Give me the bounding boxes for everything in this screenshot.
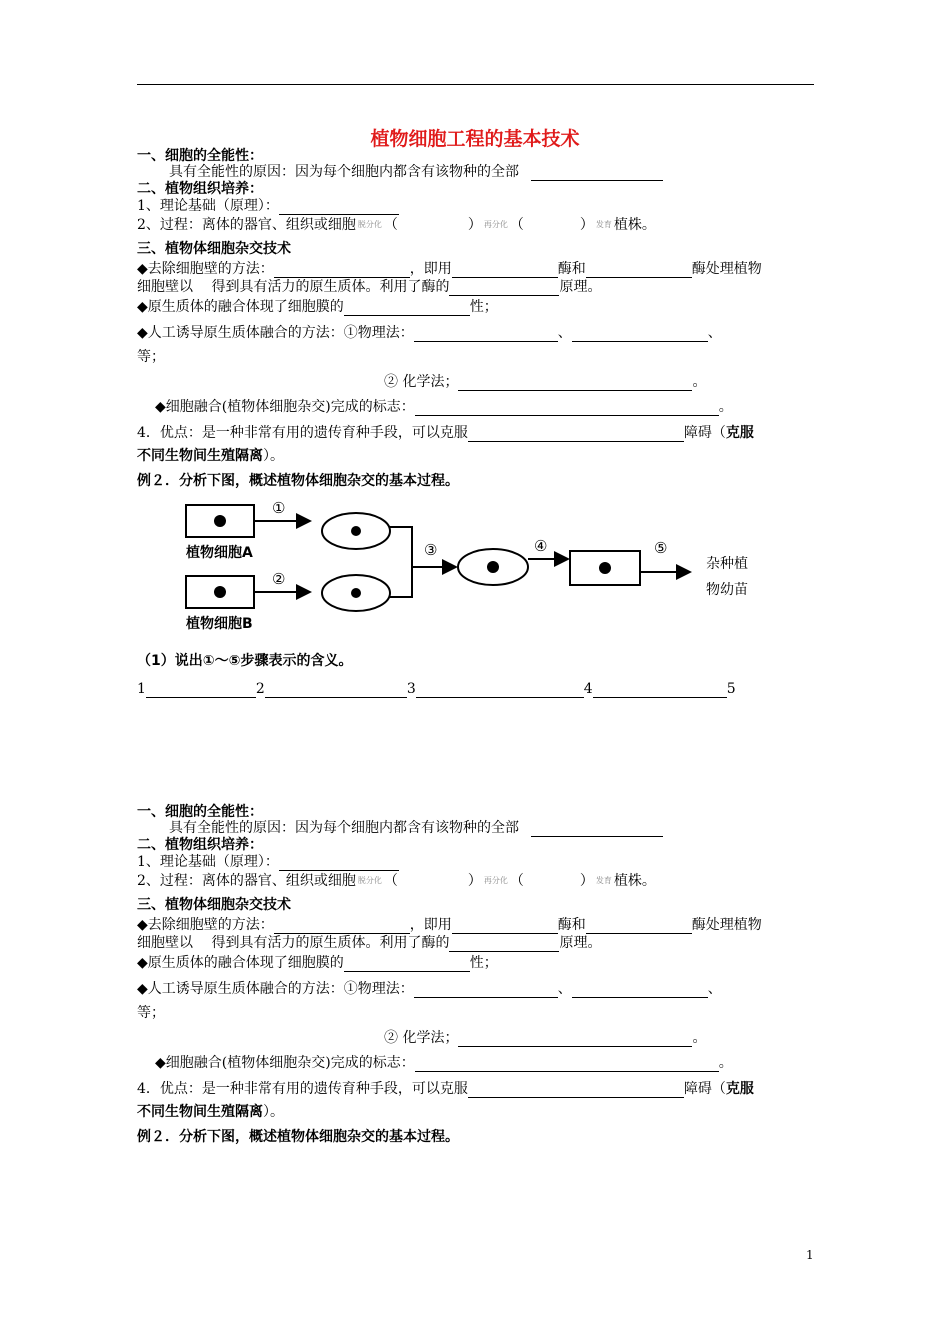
wall-text: 细胞壁以 得到具有活力的原生质体。利用了酶的 — [137, 935, 450, 951]
chem-text: ② 化学法； — [384, 1030, 459, 1046]
example-heading: 例２．分析下图，概述植物体细胞杂交的基本过程。 — [137, 473, 459, 489]
induce-text: ◆人工诱导原生质体融合的方法：①物理法： — [137, 325, 414, 341]
adv-text: ）。 — [263, 1104, 284, 1120]
hybridization-diagram — [180, 495, 770, 640]
output-label-line1: 杂种植 — [706, 556, 748, 572]
fill-blank[interactable] — [344, 957, 470, 972]
fill-blank[interactable] — [274, 919, 410, 934]
section2-heading: 二、植物组织培养： — [137, 837, 263, 853]
fill-blank[interactable] — [452, 263, 558, 278]
induce-end: 等； — [137, 1005, 165, 1021]
answer-line — [137, 680, 736, 698]
sep: 、 — [557, 325, 572, 341]
fill-blank[interactable] — [586, 263, 692, 278]
chem-line — [384, 373, 706, 391]
arrow-label: 发育 — [595, 220, 612, 229]
period: 。 — [692, 374, 707, 390]
section3-heading: 三、植物体细胞杂交技术 — [137, 241, 291, 257]
section1-text: 具有全能性的原因：因为每个细胞内都含有该物种的全部 — [169, 164, 519, 180]
chem-text: ② 化学法； — [384, 374, 459, 390]
sep: 、 — [707, 325, 722, 341]
fill-blank[interactable] — [452, 919, 558, 934]
section1-line — [169, 163, 663, 181]
adv-bold: 不同生物间生殖隔离 — [137, 1104, 263, 1120]
arrow-label: 脱分化 — [357, 876, 382, 885]
advantage-line — [137, 424, 754, 442]
sep: 、 — [707, 981, 722, 997]
basis-label: 1、理论基础（原理）： — [137, 198, 279, 214]
fill-blank[interactable] — [572, 983, 708, 998]
fill-blank[interactable] — [415, 401, 719, 416]
advantage-line-2 — [137, 1103, 284, 1121]
wall-text: ◆去除细胞壁的方法： — [137, 261, 274, 277]
step-4-label: ④ — [534, 537, 548, 555]
mark-text: ◆细胞融合(植物体细胞杂交)完成的标志： — [155, 1055, 415, 1071]
fill-blank[interactable] — [468, 427, 684, 442]
section3-heading: 三、植物体细胞杂交技术 — [137, 897, 291, 913]
step-1-label: ① — [272, 499, 286, 517]
page-title: 植物细胞工程的基本技术 — [370, 128, 580, 150]
fill-blank[interactable] — [344, 301, 470, 316]
fill-blank[interactable] — [531, 822, 663, 837]
wall-text: 细胞壁以 得到具有活力的原生质体。利用了酶的 — [137, 279, 450, 295]
wall-line — [137, 916, 762, 934]
adv-text: 障碍（ — [683, 1081, 726, 1097]
output-label-line2: 物幼苗 — [706, 582, 748, 598]
nucleus — [487, 561, 499, 573]
fill-blank[interactable] — [449, 937, 559, 952]
fusion-text: 性； — [469, 299, 498, 315]
sep: 、 — [557, 981, 572, 997]
section2-heading: 二、植物组织培养： — [137, 181, 263, 197]
example-heading: 例２．分析下图，概述植物体细胞杂交的基本过程。 — [137, 1129, 459, 1145]
arrow-label: 再分化 — [483, 876, 508, 885]
process-end: 植株。 — [613, 873, 656, 889]
step-3-label: ③ — [424, 541, 438, 559]
fill-blank[interactable] — [458, 1032, 692, 1047]
mark-line — [155, 398, 733, 416]
wall-text: 原理。 — [559, 935, 602, 951]
fill-blank[interactable] — [414, 983, 558, 998]
section2-basis — [137, 197, 399, 215]
answer-num: 2 — [255, 681, 265, 697]
fill-blank[interactable] — [414, 327, 558, 342]
nucleus — [351, 588, 361, 598]
header-rule — [137, 84, 814, 85]
period: 。 — [692, 1030, 707, 1046]
process-end: 植株。 — [613, 217, 656, 233]
answer-num: 5 — [726, 681, 736, 697]
fill-blank[interactable] — [468, 1083, 684, 1098]
fill-blank[interactable] — [416, 683, 584, 698]
fusion-text: ◆原生质体的融合体现了细胞膜的 — [137, 955, 344, 971]
page-number: 1 — [806, 1248, 814, 1262]
wall-line — [137, 260, 762, 278]
fill-blank[interactable] — [265, 683, 407, 698]
induce-end: 等； — [137, 349, 165, 365]
cell-b-label: 植物细胞B — [186, 616, 253, 632]
advantage-line — [137, 1080, 754, 1098]
wall-text: ，即用 — [409, 261, 452, 277]
process-label: 2、过程：离体的器官、组织或细胞 — [137, 217, 356, 233]
period: 。 — [718, 1055, 733, 1071]
wall-text: 酶和 — [557, 917, 586, 933]
arrow-label: 再分化 — [483, 220, 508, 229]
fill-blank[interactable] — [415, 1057, 719, 1072]
section1-heading: 一、细胞的全能性： — [137, 804, 263, 820]
mark-line — [155, 1054, 733, 1072]
fusion-line — [137, 298, 498, 316]
adv-bold: 克服 — [725, 1081, 754, 1097]
fill-blank[interactable] — [146, 683, 256, 698]
nucleus — [214, 586, 226, 598]
adv-bold: 克服 — [725, 425, 754, 441]
fill-blank[interactable] — [279, 856, 399, 871]
wall-text: 酶处理植物 — [691, 261, 762, 277]
fill-blank[interactable] — [531, 166, 663, 181]
fill-blank[interactable] — [572, 327, 708, 342]
process-label: 2、过程：离体的器官、组织或细胞 — [137, 873, 356, 889]
wall-text: ，即用 — [409, 917, 452, 933]
section2-process — [137, 216, 656, 234]
section1-text: 具有全能性的原因：因为每个细胞内都含有该物种的全部 — [169, 820, 519, 836]
adv-text: ）。 — [263, 448, 284, 464]
fusion-line — [137, 954, 498, 972]
nucleus — [599, 562, 611, 574]
arrow-label: 发育 — [595, 876, 612, 885]
wall-text: ◆去除细胞壁的方法： — [137, 917, 274, 933]
cell-a-label: 植物细胞A — [186, 545, 253, 561]
paren-blank[interactable]: （ ） — [383, 873, 482, 889]
answer-num: 3 — [406, 681, 416, 697]
paren-blank[interactable]: （ ） — [509, 873, 594, 889]
mark-text: ◆细胞融合(植物体细胞杂交)完成的标志： — [155, 399, 415, 415]
nucleus — [214, 515, 226, 527]
fill-blank[interactable] — [279, 200, 399, 215]
wall-text: 原理。 — [559, 279, 602, 295]
fusion-text: 性； — [469, 955, 498, 971]
answer-num: 4 — [583, 681, 593, 697]
section2-basis — [137, 853, 399, 871]
adv-text: 4．优点：是一种非常有用的遗传育种手段，可以克服 — [137, 425, 468, 441]
wall-text: 酶和 — [557, 261, 586, 277]
nucleus — [351, 526, 361, 536]
section2-process — [137, 872, 656, 890]
advantage-line-2 — [137, 447, 284, 465]
chem-line — [384, 1029, 706, 1047]
adv-bold: 不同生物间生殖隔离 — [137, 448, 263, 464]
paren-blank[interactable]: （ ） — [509, 217, 594, 233]
merge-bracket — [390, 527, 412, 597]
section1-heading: 一、细胞的全能性： — [137, 148, 263, 164]
fill-blank[interactable] — [593, 683, 727, 698]
fill-blank[interactable] — [458, 376, 692, 391]
induce-text: ◆人工诱导原生质体融合的方法：①物理法： — [137, 981, 414, 997]
fill-blank[interactable] — [449, 281, 559, 296]
induce-line — [137, 324, 722, 342]
question-1: （1）说出①～⑤步骤表示的含义。 — [137, 653, 353, 669]
induce-line — [137, 980, 722, 998]
paren-blank[interactable]: （ ） — [383, 217, 482, 233]
fill-blank[interactable] — [274, 263, 410, 278]
wall-line-2 — [137, 278, 601, 296]
adv-text: 障碍（ — [683, 425, 726, 441]
section1-line — [169, 819, 663, 837]
wall-text: 酶处理植物 — [691, 917, 762, 933]
fusion-text: ◆原生质体的融合体现了细胞膜的 — [137, 299, 344, 315]
wall-line-2 — [137, 934, 601, 952]
adv-text: 4．优点：是一种非常有用的遗传育种手段，可以克服 — [137, 1081, 468, 1097]
arrow-label: 脱分化 — [357, 220, 382, 229]
period: 。 — [718, 399, 733, 415]
step-5-label: ⑤ — [654, 539, 668, 557]
answer-num: 1 — [137, 681, 146, 697]
step-2-label: ② — [272, 570, 286, 588]
basis-label: 1、理论基础（原理）： — [137, 854, 279, 870]
fill-blank[interactable] — [586, 919, 692, 934]
